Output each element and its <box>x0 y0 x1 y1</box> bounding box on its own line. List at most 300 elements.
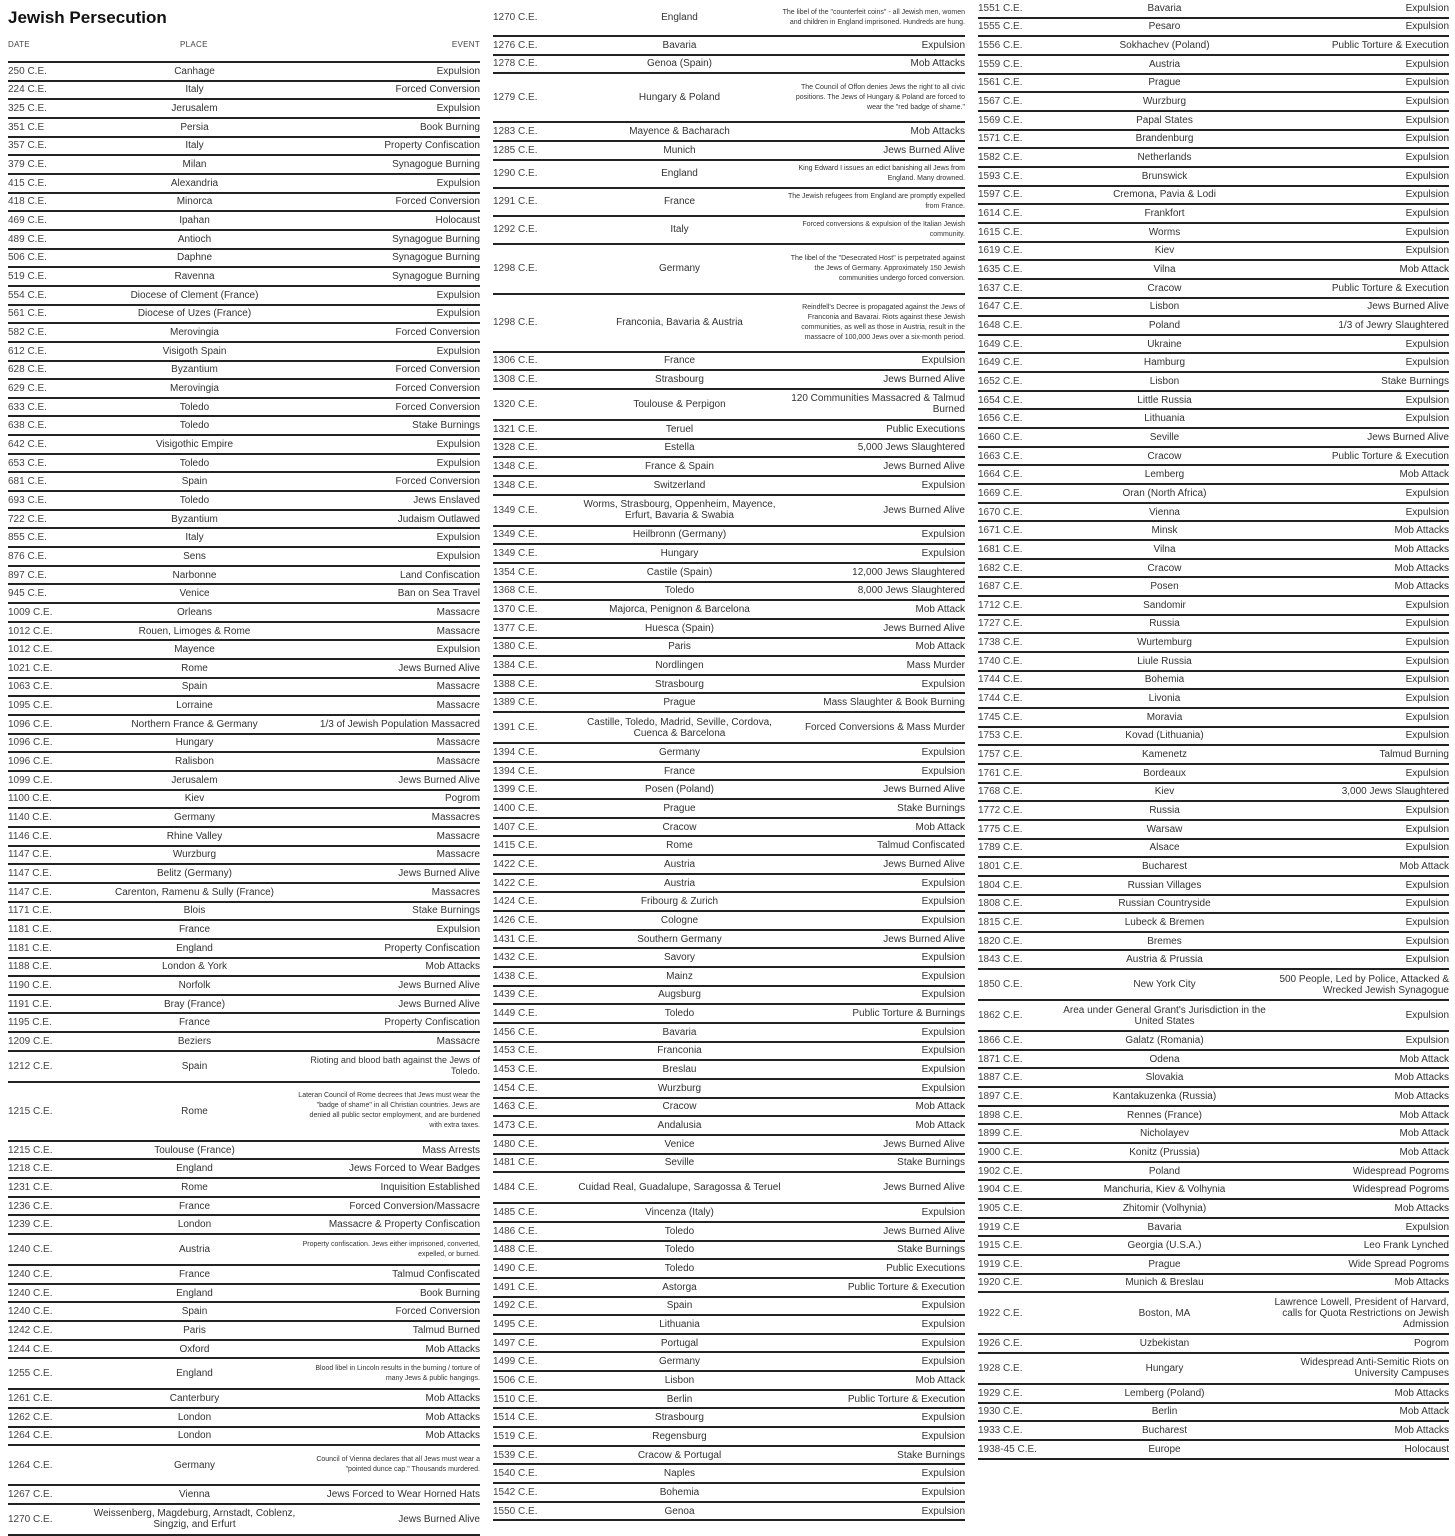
row-event: Jews Burned Alive <box>883 504 965 516</box>
table-row <box>8 959 480 978</box>
row-place: Sandomir <box>1143 599 1186 611</box>
row-event: Stake Burnings <box>1381 375 1449 387</box>
table-row <box>8 921 480 940</box>
row-event: Jews Enslaved <box>413 494 480 506</box>
row-place: England <box>176 1163 213 1175</box>
row-event: Ban on Sea Travel <box>397 588 480 600</box>
row-place: Fribourg & Zurich <box>640 896 719 908</box>
table-row <box>8 940 480 959</box>
table-row <box>493 1242 965 1261</box>
row-place: Cuidad Real, Guadalupe, Saragossa & Teruel <box>578 1182 781 1194</box>
row-place: New York City <box>1133 979 1196 991</box>
table-row <box>978 1422 1449 1441</box>
row-place: Germany <box>658 1356 701 1368</box>
table-row <box>978 1441 1449 1460</box>
table-row <box>8 660 480 679</box>
row-date: 250 C.E. <box>8 65 47 77</box>
table-row <box>8 1341 480 1360</box>
row-date: 1215 C.E. <box>8 1144 53 1156</box>
row-date: 1283 C.E. <box>493 126 538 138</box>
row-place: Toledo <box>664 1225 695 1237</box>
row-place: Switzerland <box>653 479 706 491</box>
row-event: Mob Attacks <box>425 1411 480 1423</box>
row-date: 1267 C.E. <box>8 1489 53 1501</box>
table-row <box>978 1335 1449 1354</box>
row-event: Jews Burned Alive <box>398 979 480 991</box>
table-row <box>978 485 1449 504</box>
row-place: England <box>176 1368 213 1380</box>
row-date: 1264 C.E. <box>8 1459 53 1471</box>
row-place: Hungary <box>1145 1362 1184 1374</box>
row-date: 1649 C.E. <box>978 357 1023 369</box>
table-row <box>8 623 480 642</box>
column-2 <box>493 0 965 1521</box>
row-event: Mob Attacks <box>1394 1387 1449 1399</box>
row-event: Expulsion <box>1405 21 1449 33</box>
table-row <box>978 1200 1449 1219</box>
row-date: 1761 C.E. <box>978 767 1023 779</box>
row-place: Diocese of Uzes (France) <box>137 308 252 320</box>
table-row <box>493 458 965 477</box>
table-row <box>493 1391 965 1410</box>
table-row <box>978 933 1449 952</box>
row-event: Forced Conversion <box>395 401 480 413</box>
row-date: 1681 C.E. <box>978 543 1023 555</box>
row-date: 1555 C.E. <box>978 21 1023 33</box>
row-place: Jerusalem <box>171 774 218 786</box>
row-event: Mob Attacks <box>1394 1202 1449 1214</box>
row-event: Expulsion <box>1405 245 1449 257</box>
row-event: Jews Burned Alive <box>883 1182 965 1194</box>
row-event: Expulsion <box>921 952 965 964</box>
row-date: 1270 C.E. <box>493 12 538 23</box>
row-place: France <box>178 924 211 936</box>
table-row <box>8 119 480 138</box>
row-date: 1239 C.E. <box>8 1219 53 1231</box>
row-event: Expulsion <box>921 479 965 491</box>
row-event: Forced Conversion <box>395 84 480 96</box>
table-row <box>493 1279 965 1298</box>
table-row <box>8 1266 480 1285</box>
row-place: Bordeaux <box>1143 767 1186 779</box>
row-date: 489 C.E. <box>8 233 47 245</box>
row-place: Area under General Grant's Jurisdiction in the United States <box>1063 1004 1266 1027</box>
row-event: Expulsion <box>1405 805 1449 817</box>
row-event: Expulsion <box>436 550 480 562</box>
row-place: Germany <box>173 1459 216 1471</box>
row-event: Expulsion <box>436 438 480 450</box>
row-date: 1306 C.E. <box>493 355 538 367</box>
row-date: 628 C.E. <box>8 364 47 376</box>
table-row <box>493 0 965 37</box>
row-date: 1063 C.E. <box>8 681 53 693</box>
row-place: Russia <box>1149 805 1180 817</box>
row-event: Massacre <box>436 737 480 749</box>
row-event: Expulsion <box>1405 954 1449 966</box>
table-row <box>978 354 1449 373</box>
row-place: Russia <box>1149 618 1180 630</box>
row-place: Austria & Prussia <box>1126 954 1203 966</box>
row-date: 1682 C.E. <box>978 562 1023 574</box>
table-row <box>978 1107 1449 1126</box>
row-place: Sokhachev (Poland) <box>1119 40 1210 52</box>
row-event: Expulsion <box>436 289 480 301</box>
row-date: 1671 C.E. <box>978 525 1023 537</box>
row-place: Toledo <box>179 420 210 432</box>
row-place: Vilna <box>1153 264 1176 276</box>
row-place: Seville <box>664 1157 695 1169</box>
row-event: Jews Burned Alive <box>883 144 965 156</box>
row-date: 638 C.E. <box>8 420 47 432</box>
row-date: 1298 C.E. <box>493 317 538 329</box>
row-place: Norfolk <box>178 979 211 991</box>
table-row <box>493 545 965 564</box>
table-row <box>978 410 1449 429</box>
row-event: Expulsion <box>921 970 965 982</box>
row-place: Nordlingen <box>655 659 704 671</box>
row-date: 1308 C.E. <box>493 374 538 386</box>
row-date: 1415 C.E. <box>493 840 538 852</box>
table-row <box>493 781 965 800</box>
row-event: Expulsion <box>1405 208 1449 220</box>
table-row <box>8 567 480 586</box>
row-place: Netherlands <box>1137 152 1192 164</box>
table-row <box>8 1285 480 1304</box>
row-event: Mob Attacks <box>425 961 480 973</box>
row-event: Wide Spread Pogroms <box>1348 1258 1449 1270</box>
row-event: Mob Attack <box>915 1374 965 1386</box>
row-event: Expulsion <box>921 1300 965 1312</box>
row-place: Venice <box>664 1138 695 1150</box>
table-row <box>8 1179 480 1198</box>
row-date: 1843 C.E. <box>978 954 1023 966</box>
row-date: 1240 C.E. <box>8 1244 53 1256</box>
page-title: Jewish Persecution <box>8 8 167 27</box>
row-place: Teruel <box>665 423 694 435</box>
row-place: Toledo <box>664 1263 695 1275</box>
row-event: Expulsion <box>1405 730 1449 742</box>
row-place: Rome <box>181 662 208 674</box>
row-date: 1738 C.E. <box>978 637 1023 649</box>
row-event: Expulsion <box>1405 189 1449 201</box>
table-row <box>978 1144 1449 1163</box>
row-date: 1099 C.E. <box>8 774 53 786</box>
row-date: 642 C.E. <box>8 438 47 450</box>
row-event: Expulsion <box>1405 170 1449 182</box>
table-row <box>493 931 965 950</box>
table-row <box>8 884 480 903</box>
row-date: 1491 C.E. <box>493 1281 538 1293</box>
row-place: Ravenna <box>174 271 215 283</box>
row-date: 1240 C.E. <box>8 1287 53 1299</box>
row-event: Mob Attack <box>1399 861 1449 873</box>
row-place: Kiev <box>1154 786 1175 798</box>
row-place: Wurzburg <box>1142 96 1187 108</box>
table-row <box>8 492 480 511</box>
row-date: 1146 C.E. <box>8 830 52 842</box>
row-place: Bray (France) <box>163 998 226 1010</box>
row-event: Expulsion <box>921 355 965 367</box>
row-place: Franconia, Bavaria & Austria <box>616 317 743 329</box>
row-place: Hungary <box>660 548 699 560</box>
row-date: 1384 C.E. <box>493 659 538 671</box>
row-date: 1399 C.E. <box>493 784 538 796</box>
row-event: Massacre & Property Confiscation <box>328 1219 480 1231</box>
row-event: Widespread Pogroms <box>1352 1165 1449 1177</box>
row-place: Genoa (Spain) <box>646 58 713 70</box>
table-row <box>978 317 1449 336</box>
row-date: 1348 C.E. <box>493 461 538 473</box>
row-date: 1772 C.E. <box>978 805 1023 817</box>
row-place: France <box>663 196 696 208</box>
row-place: Brunswick <box>1141 170 1188 182</box>
row-event: Public Torture & Execution <box>1331 282 1449 294</box>
row-date: 1615 C.E. <box>978 226 1023 238</box>
table-row <box>978 653 1449 672</box>
row-place: Byzantium <box>171 364 218 376</box>
table-row <box>493 1260 965 1279</box>
row-date: 1212 C.E. <box>8 1060 53 1072</box>
row-place: Wurzburg <box>657 1082 702 1094</box>
row-date: 1745 C.E. <box>978 711 1023 723</box>
table-row <box>8 604 480 623</box>
row-place: London <box>177 1219 212 1231</box>
row-date: 1394 C.E. <box>493 746 538 758</box>
row-date: 1368 C.E. <box>493 585 538 597</box>
row-date: 561 C.E. <box>8 308 47 320</box>
row-place: Little Russia <box>1137 394 1192 406</box>
row-date: 554 C.E. <box>8 289 47 301</box>
row-event: Expulsion <box>921 765 965 777</box>
row-date: 1938-45 C.E. <box>978 1443 1037 1455</box>
row-date: 1904 C.E. <box>978 1184 1023 1196</box>
row-place: Livonia <box>1148 693 1181 705</box>
row-place: Bremes <box>1147 935 1182 947</box>
row-event: Jews Forced to Wear Badges <box>349 1163 480 1175</box>
row-date: 1514 C.E. <box>493 1412 538 1424</box>
row-event: Massacre <box>436 700 480 712</box>
row-event: Mob Attacks <box>910 126 965 138</box>
row-place: Liule Russia <box>1137 655 1192 667</box>
row-event: Expulsion <box>921 1430 965 1442</box>
row-date: 1871 C.E. <box>978 1053 1023 1065</box>
row-date: 1897 C.E. <box>978 1090 1023 1102</box>
row-place: Oran (North Africa) <box>1122 487 1207 499</box>
row-event: Forced Conversion <box>395 476 480 488</box>
row-date: 1654 C.E. <box>978 394 1023 406</box>
table-row <box>978 149 1449 168</box>
row-event: 1/3 of Jewry Slaughtered <box>1338 319 1449 331</box>
row-event: Expulsion <box>921 989 965 1001</box>
row-date: 653 C.E. <box>8 457 47 469</box>
table-row <box>978 1275 1449 1294</box>
row-date: 1920 C.E. <box>978 1277 1023 1289</box>
row-date: 1348 C.E. <box>493 479 538 491</box>
table-row <box>978 448 1449 467</box>
row-date: 1424 C.E. <box>493 896 538 908</box>
row-date: 1687 C.E. <box>978 581 1023 593</box>
table-row <box>8 585 480 604</box>
row-event: 8,000 Jews Slaughtered <box>857 585 965 597</box>
row-event: Public Torture & Execution <box>847 1393 965 1405</box>
row-date: 1349 C.E. <box>493 529 538 541</box>
table-row <box>978 1237 1449 1256</box>
row-event: Synagogue Burning <box>392 233 480 245</box>
row-place: Austria <box>1148 58 1181 70</box>
row-place: London <box>177 1430 212 1442</box>
table-row <box>493 564 965 583</box>
row-event: Jews Burned Alive <box>883 622 965 634</box>
row-event: Expulsion <box>436 345 480 357</box>
table-row <box>978 1001 1449 1032</box>
row-place: Breslau <box>662 1064 697 1076</box>
table-rows <box>493 0 965 1521</box>
row-event: Expulsion <box>436 532 480 544</box>
row-date: 1619 C.E. <box>978 245 1023 257</box>
row-event: Mob Attack <box>1399 1109 1449 1121</box>
row-date: 1140 C.E. <box>8 812 52 824</box>
row-date: 1804 C.E. <box>978 879 1023 891</box>
row-event: Expulsion <box>921 1505 965 1517</box>
row-date: 1495 C.E. <box>493 1318 538 1330</box>
table-row <box>8 903 480 922</box>
row-place: Spain <box>181 681 208 693</box>
row-date: 1349 C.E. <box>493 548 538 560</box>
row-place: Strasbourg <box>655 1412 704 1424</box>
row-date: 1380 C.E. <box>493 641 538 653</box>
table-row <box>978 373 1449 392</box>
row-event: Public Torture & Burnings <box>852 1008 965 1020</box>
row-date: 1712 C.E. <box>978 599 1023 611</box>
row-date: 1370 C.E. <box>493 604 538 616</box>
row-event: Expulsion <box>1405 637 1449 649</box>
row-event: Jews Burned Alive <box>883 374 965 386</box>
row-event: Expulsion <box>921 877 965 889</box>
row-event: Expulsion <box>1405 1010 1449 1022</box>
row-event: Book Burning <box>419 1287 480 1299</box>
table-row <box>978 728 1449 747</box>
row-event: Expulsion <box>921 1337 965 1349</box>
row-date: 1426 C.E. <box>493 914 538 926</box>
table-row <box>8 529 480 548</box>
row-place: Regensburg <box>652 1430 707 1442</box>
row-date: 1490 C.E. <box>493 1263 538 1275</box>
table-row <box>8 156 480 175</box>
table-row <box>8 1216 480 1235</box>
row-date: 1664 C.E. <box>978 469 1023 481</box>
table-row <box>8 697 480 716</box>
table-row <box>493 1428 965 1447</box>
row-event: Jews Burned Alive <box>883 1225 965 1237</box>
table-row <box>493 1353 965 1372</box>
row-place: Rhine Valley <box>166 830 223 842</box>
row-event: Synagogue Burning <box>392 159 480 171</box>
table-row <box>493 676 965 695</box>
table-row <box>978 802 1449 821</box>
row-date: 1261 C.E. <box>8 1393 53 1405</box>
row-place: Cracow <box>1147 282 1182 294</box>
row-date: 1209 C.E. <box>8 1035 53 1047</box>
row-date: 1453 C.E. <box>493 1064 538 1076</box>
row-place: Savory <box>663 952 696 964</box>
row-date: 1569 C.E. <box>978 114 1023 126</box>
row-date: 1215 C.E. <box>8 1105 53 1117</box>
row-date: 1597 C.E. <box>978 189 1023 201</box>
table-row <box>8 1235 480 1266</box>
row-date: 1492 C.E. <box>493 1300 538 1312</box>
table-row <box>8 1142 480 1161</box>
row-date: 1388 C.E. <box>493 678 538 690</box>
row-date: 1484 C.E. <box>493 1182 538 1194</box>
row-date: 629 C.E. <box>8 382 47 394</box>
row-event: Expulsion <box>1405 133 1449 145</box>
row-place: Rouen, Limoges & Rome <box>138 625 251 637</box>
row-date: 1290 C.E. <box>493 168 538 180</box>
row-event: Expulsion <box>921 548 965 560</box>
row-place: Spain <box>181 476 208 488</box>
row-place: Konitz (Prussia) <box>1129 1146 1200 1158</box>
table-row <box>8 847 480 866</box>
row-place: Berlin <box>1151 1406 1178 1418</box>
table-row <box>8 791 480 810</box>
table-header <box>8 36 480 63</box>
table-row <box>8 1359 480 1390</box>
row-place: Augsburg <box>658 989 701 1001</box>
row-date: 681 C.E. <box>8 476 47 488</box>
table-row <box>978 131 1449 150</box>
row-date: 415 C.E. <box>8 177 47 189</box>
row-event: Mob Attacks <box>1394 562 1449 574</box>
row-event: Holocaust <box>435 215 480 227</box>
row-date: 1542 C.E. <box>493 1486 538 1498</box>
row-date: 1571 C.E. <box>978 133 1023 145</box>
row-place: France <box>178 1200 211 1212</box>
row-place: Toulouse & Perpigon <box>633 398 726 410</box>
table-row <box>493 1117 965 1136</box>
row-event: Council of Vienna declares that all Jews must wear a "pointed dunce cap." Thousands murdered. <box>316 1456 480 1474</box>
row-place: Heilbronn (Germany) <box>632 529 727 541</box>
table-row <box>978 19 1449 38</box>
row-date: 1815 C.E. <box>978 916 1023 928</box>
row-event: Expulsion <box>921 1356 965 1368</box>
row-place: Worms <box>1148 226 1181 238</box>
row-event: 500 People, Led by Police, Attacked & Wrecked Jewish Synagogue <box>1279 973 1449 996</box>
row-date: 357 C.E. <box>8 140 47 152</box>
row-place: Austria <box>178 1244 211 1256</box>
row-event: Stake Burnings <box>897 1157 965 1169</box>
row-event: 3,000 Jews Slaughtered <box>1341 786 1449 798</box>
row-date: 1915 C.E. <box>978 1240 1023 1252</box>
row-event: Expulsion <box>436 457 480 469</box>
row-date: 1147 C.E. <box>8 886 52 898</box>
row-event: Rioting and blood bath against the Jews of Toledo. <box>310 1055 480 1077</box>
row-place: Rome <box>666 840 693 852</box>
row-date: 1218 C.E. <box>8 1163 53 1175</box>
table-row <box>978 466 1449 485</box>
header-place: PLACE <box>180 40 208 49</box>
row-date: 1768 C.E. <box>978 786 1023 798</box>
row-event: Mob Attacks <box>425 1393 480 1405</box>
row-place: Frankfort <box>1144 208 1185 220</box>
row-date: 1456 C.E. <box>493 1026 538 1038</box>
row-date: 1262 C.E. <box>8 1411 53 1423</box>
table-row <box>978 541 1449 560</box>
row-place: Carenton, Ramenu & Sully (France) <box>115 886 274 898</box>
row-date: 1506 C.E. <box>493 1374 538 1386</box>
table-row <box>493 763 965 782</box>
row-event: Expulsion <box>1405 711 1449 723</box>
row-date: 506 C.E. <box>8 252 47 264</box>
